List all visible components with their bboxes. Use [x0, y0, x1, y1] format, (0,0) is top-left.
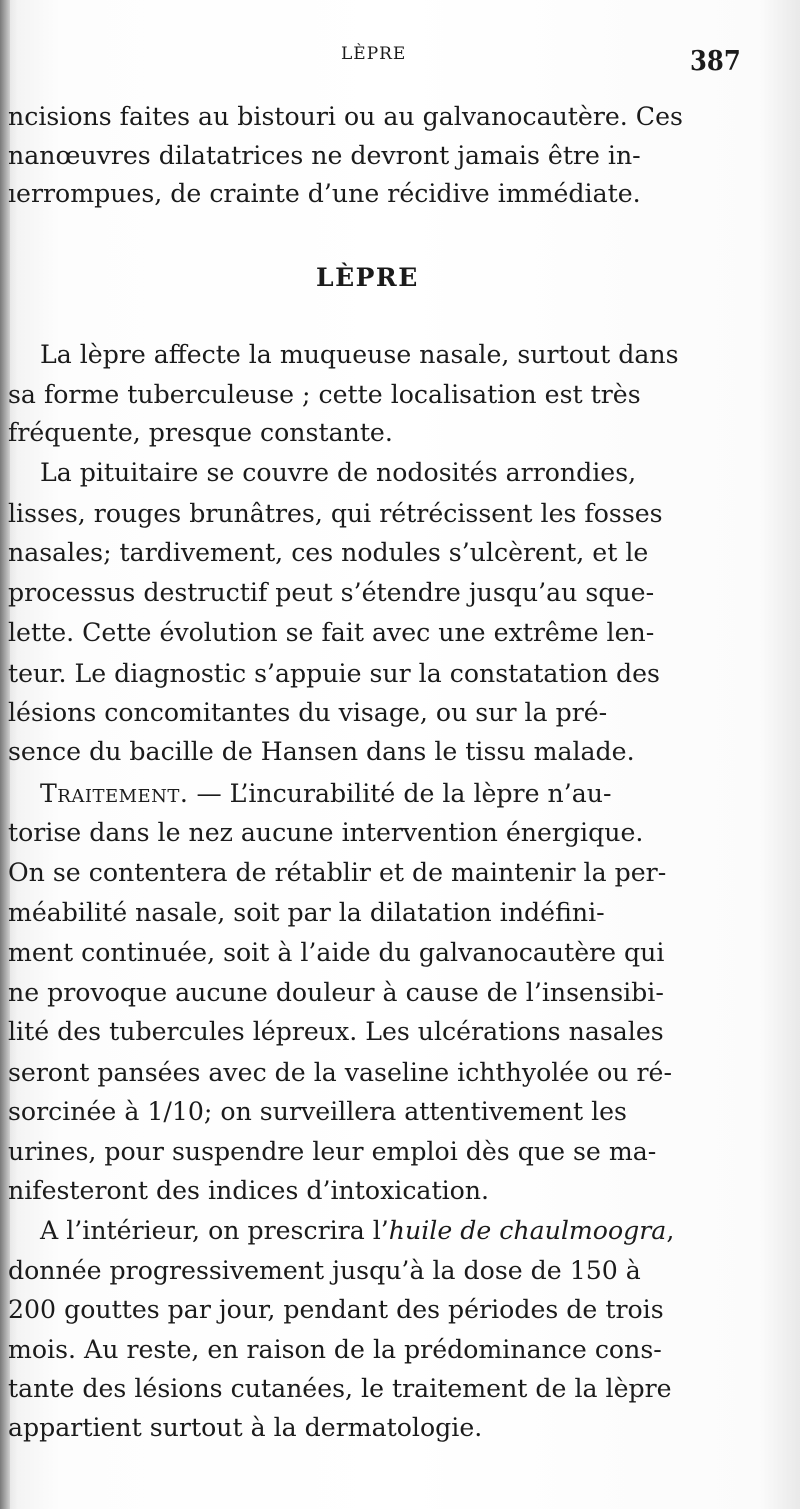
text-line: sence du bacille de Hansen dans le tissu malade. — [8, 737, 635, 766]
text-line: donnée progressivement jusqu’à la dose de 150 à — [8, 1256, 641, 1285]
text-line: lette. Cette évolution se fait avec une extrême len- — [8, 618, 655, 647]
text-line: sa forme tuberculeuse ; cette localisation est très — [8, 380, 641, 409]
text-run: — L’incurabilité de la lèpre n’au- — [188, 779, 612, 808]
text-line: nanœuvres dilatatrices ne devront jamais être in- — [8, 141, 641, 170]
text-line: appartient surtout à la dermatologie. — [8, 1413, 483, 1442]
text-line: La pituitaire se couvre de nodosités arrondies, — [40, 458, 637, 487]
text-line: ıerrompues, de crainte d’une récidive immédiate. — [8, 179, 641, 208]
section-title: LÈPRE — [316, 263, 419, 292]
text-line: urines, pour suspendre leur emploi dès que se ma- — [8, 1137, 657, 1166]
text-line: ncisions faites au bistouri ou au galvanocautère. Ces — [8, 102, 683, 131]
text-line: 200 gouttes par jour, pendant des périodes de trois — [8, 1295, 664, 1324]
text-line: ment continuée, soit à l’aide du galvanocautère qui — [8, 938, 665, 967]
text-line: lésions concomitantes du visage, ou sur la pré- — [8, 698, 608, 727]
page-number: 387 — [690, 46, 741, 77]
text-line: tante des lésions cutanées, le traitement de la lèpre — [8, 1374, 672, 1403]
text-run: A l’intérieur, on prescrira l’ — [40, 1216, 389, 1245]
italic-term: huile de chaulmoogra — [388, 1216, 667, 1245]
text-line: processus destructif peut s’étendre jusqu’au sque- — [8, 578, 655, 607]
traitement-heading: Traitement. — [40, 779, 189, 808]
running-title: LÈPRE — [341, 44, 407, 64]
text-line: seront pansées avec de la vaseline ichthyolée ou ré- — [8, 1058, 672, 1087]
text-line: ne provoque aucune douleur à cause de l’insensibi- — [8, 978, 664, 1007]
text-line: sorcinée à 1/10; on surveillera attentivement les — [8, 1097, 627, 1126]
text-line — [40, 779, 611, 809]
text-line: La lèpre affecte la muqueuse nasale, surtout dans — [40, 340, 679, 369]
text-line: nifesteront des indices d’intoxication. — [8, 1176, 490, 1205]
text-line: méabilité nasale, soit par la dilatation indéfini- — [8, 898, 605, 927]
text-line: nasales; tardivement, ces nodules s’ulcèrent, et le — [8, 538, 649, 567]
text-line: teur. Le diagnostic s’appuie sur la constatation des — [8, 659, 660, 688]
text-line: lisses, rouges brunâtres, qui rétrécissent les fosses — [8, 499, 663, 528]
text-line: fréquente, presque constante. — [8, 418, 393, 447]
text-line — [40, 1216, 674, 1246]
text-line: On se contentera de rétablir et de maintenir la per- — [8, 858, 667, 887]
text-line: torise dans le nez aucune intervention énergique. — [8, 818, 644, 847]
text-line: lité des tubercules lépreux. Les ulcérations nasales — [8, 1017, 664, 1046]
text-run: , — [666, 1216, 675, 1245]
text-line: mois. Au reste, en raison de la prédominance cons- — [8, 1335, 662, 1364]
